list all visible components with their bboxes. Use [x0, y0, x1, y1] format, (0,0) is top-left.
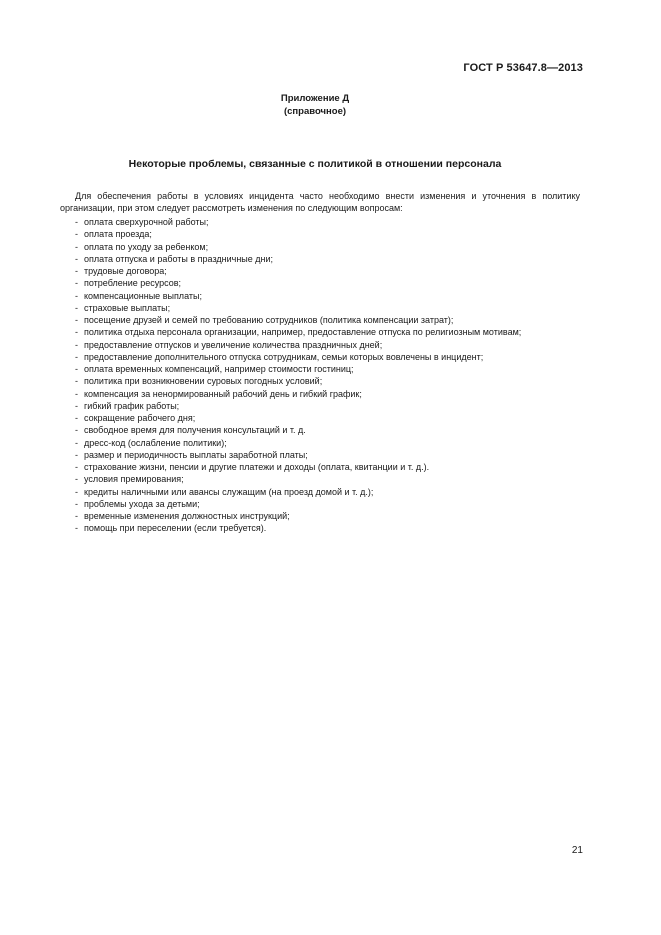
list-item-text: потребление ресурсов;: [84, 278, 182, 289]
list-item-text: оплата временных компенсаций, например стоимости гостиниц;: [84, 364, 354, 374]
list-item-text: оплата проезда;: [84, 229, 152, 240]
list-item-text: временные изменения должностных инструкций;: [84, 511, 290, 521]
list-item: [75, 375, 585, 387]
list-item: [75, 486, 585, 498]
page-number: 21: [571, 845, 583, 856]
list-marker: -: [75, 511, 78, 521]
list-marker: -: [75, 523, 78, 534]
list-item: [75, 412, 585, 424]
list-marker: -: [75, 229, 78, 240]
list-item: [75, 498, 585, 510]
list-item: [75, 510, 585, 522]
list-marker: -: [75, 266, 78, 276]
list-marker: -: [75, 376, 78, 387]
list-item: [75, 388, 585, 400]
list-item: [75, 363, 585, 375]
intro-paragraph: Для обеспечения работы в условиях инцидента часто необходимо внести изменения и уточнения в политику организации, при этом следует рассмотреть изменения по следующим вопросам:: [60, 191, 580, 214]
list-item: [75, 400, 585, 412]
section-title: Некоторые проблемы, связанные с политикой в отношении персонала: [128, 158, 502, 170]
list-item: [75, 302, 585, 314]
list-item-text: предоставление отпусков и увеличение количества праздничных дней;: [84, 339, 383, 350]
list-item-text: страховые выплаты;: [84, 302, 171, 313]
document-code: ГОСТ Р 53647.8—2013: [463, 62, 583, 74]
list-marker: -: [75, 388, 78, 399]
list-item-text: сокращение рабочего дня;: [84, 413, 196, 423]
list-marker: -: [75, 425, 78, 436]
list-item-text: политика при возникновении суровых погодных условий;: [84, 376, 323, 387]
list-item-text: условия премирования;: [84, 474, 184, 485]
appendix-title: Приложение Д: [280, 93, 350, 104]
list-marker: -: [75, 290, 78, 301]
list-item-text: компенсация за ненормированный рабочий день и гибкий график;: [84, 388, 362, 399]
list-item: [75, 473, 585, 485]
list-item-text: предоставление дополнительного отпуска сотрудникам, семьи которых вовлечены в инцидент;: [84, 351, 484, 362]
list-item: [75, 314, 585, 326]
list-item: [75, 424, 585, 436]
list-marker: -: [75, 302, 78, 313]
list-item: [75, 449, 585, 461]
list-item: [75, 351, 585, 363]
list-marker: -: [75, 437, 78, 448]
list-marker: -: [75, 462, 78, 472]
list-item: [75, 241, 585, 253]
list-item-text: гибкий график работы;: [84, 400, 180, 411]
list-item: [75, 461, 585, 473]
list-item-text: свободное время для получения консультаций и т. д.: [84, 425, 306, 436]
list-item: [75, 253, 585, 265]
list-item-text: посещение друзей и семей по требованию сотрудников (политика компенсации затрат);: [84, 315, 454, 325]
list-marker: -: [75, 474, 78, 485]
issues-list: [75, 216, 585, 535]
list-marker: -: [75, 364, 78, 374]
list-marker: -: [75, 400, 78, 411]
list-marker: -: [75, 449, 78, 460]
list-item-text: дресс-код (ослабление политики);: [84, 437, 227, 448]
list-item: [75, 277, 585, 289]
list-item-text: помощь при переселении (если требуется).: [84, 523, 267, 534]
list-marker: -: [75, 351, 78, 362]
list-item-text: оплата по уходу за ребенком;: [84, 241, 209, 252]
list-item: [75, 522, 585, 534]
list-marker: -: [75, 498, 78, 509]
list-marker: -: [75, 217, 78, 227]
list-item: [75, 290, 585, 302]
list-marker: -: [75, 486, 78, 497]
list-item-text: страхование жизни, пенсии и другие платежи и доходы (оплата, квитанции и т. д.).: [84, 462, 430, 472]
list-item-text: кредиты наличными или авансы служащим (на проезд домой и т. д.);: [84, 486, 374, 497]
list-marker: -: [75, 327, 78, 338]
appendix-heading: [0, 92, 630, 118]
list-marker: -: [75, 241, 78, 252]
list-marker: -: [75, 253, 78, 264]
list-item-text: оплата отпуска и работы в праздничные дни;: [84, 253, 274, 264]
list-marker: -: [75, 315, 78, 325]
list-item-text: оплата сверхурочной работы;: [84, 217, 209, 227]
list-item: [75, 216, 585, 228]
list-marker: -: [75, 339, 78, 350]
list-marker: -: [75, 278, 78, 289]
list-item-text: размер и периодичность выплаты заработной платы;: [84, 449, 308, 460]
list-item: [75, 326, 585, 338]
list-item: [75, 265, 585, 277]
list-item-text: трудовые договора;: [84, 266, 167, 276]
list-item-text: проблемы ухода за детьми;: [84, 498, 200, 509]
list-item: [75, 437, 585, 449]
appendix-subtitle: (справочное): [283, 106, 347, 117]
list-item-text: компенсационные выплаты;: [84, 290, 202, 301]
list-item-text: политика отдыха персонала организации, например, предоставление отпуска по религиозным мотивам;: [84, 327, 522, 338]
list-marker: -: [75, 413, 78, 423]
list-item: [75, 228, 585, 240]
list-item: [75, 339, 585, 351]
